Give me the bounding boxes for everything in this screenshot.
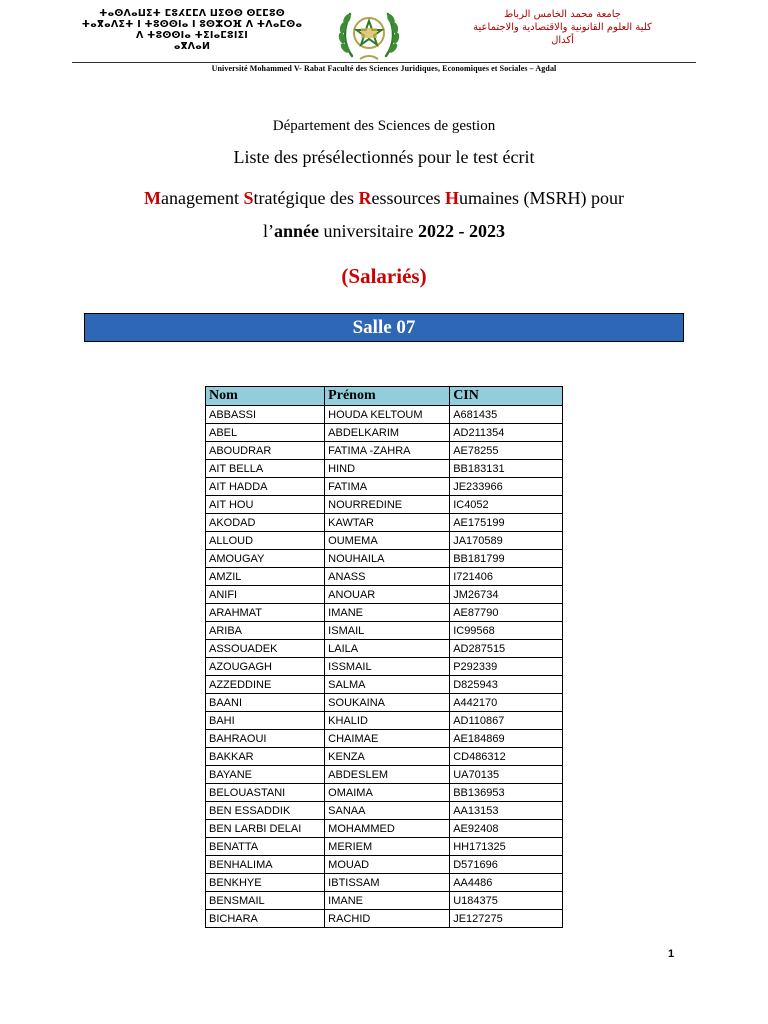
cell-cin: AE78255 <box>450 442 563 460</box>
cell-prenom: RACHID <box>325 910 450 928</box>
cell-nom: ANIFI <box>206 586 325 604</box>
table-row <box>206 406 563 424</box>
cell-cin: JE233966 <box>450 478 563 496</box>
column-header-cin: CIN <box>450 387 563 406</box>
cell-cin: BB181799 <box>450 550 563 568</box>
program-title: Management Stratégique des Ressources Humaines (MSRH) pour <box>144 188 624 208</box>
cell-nom: ARAHMAT <box>206 604 325 622</box>
table-row <box>206 874 563 892</box>
table-row <box>206 640 563 658</box>
cell-nom: ARIBA <box>206 622 325 640</box>
cell-prenom: MOHAMMED <box>325 820 450 838</box>
cell-nom: AMZIL <box>206 568 325 586</box>
page-header <box>0 0 768 78</box>
cell-nom: BAHRAOUI <box>206 730 325 748</box>
table-row <box>206 550 563 568</box>
cell-cin: BB183131 <box>450 460 563 478</box>
department-title: Département des Sciences de gestion <box>272 118 496 134</box>
cell-prenom: NOUHAILA <box>325 550 450 568</box>
cell-prenom: LAILA <box>325 640 450 658</box>
cell-prenom: HIND <box>325 460 450 478</box>
cell-prenom: IBTISSAM <box>325 874 450 892</box>
table-row <box>206 658 563 676</box>
cell-nom: AIT HADDA <box>206 478 325 496</box>
cell-cin: D571696 <box>450 856 563 874</box>
cell-prenom: FATIMA <box>325 478 450 496</box>
cell-nom: BAANI <box>206 694 325 712</box>
table-row <box>206 532 563 550</box>
cell-prenom: KAWTAR <box>325 514 450 532</box>
cell-cin: AE92408 <box>450 820 563 838</box>
table-row <box>206 460 563 478</box>
table-row <box>206 748 563 766</box>
cell-cin: I721406 <box>450 568 563 586</box>
arabic-university-name: جامعة محمد الخامس الرباط كلية العلوم القانونية والاقتصادية والاجتماعية أكدال <box>473 9 652 46</box>
header-divider <box>72 62 696 63</box>
cell-nom: ASSOUADEK <box>206 640 325 658</box>
cell-cin: JE127275 <box>450 910 563 928</box>
cell-nom: AIT BELLA <box>206 460 325 478</box>
cell-cin: JM26734 <box>450 586 563 604</box>
cell-cin: IC4052 <box>450 496 563 514</box>
cell-prenom: KENZA <box>325 748 450 766</box>
table-row <box>206 712 563 730</box>
table-row <box>206 784 563 802</box>
cell-cin: AD287515 <box>450 640 563 658</box>
cell-prenom: SANAA <box>325 802 450 820</box>
cell-nom: BAKKAR <box>206 748 325 766</box>
candidates-table <box>205 386 563 928</box>
cell-prenom: ANASS <box>325 568 450 586</box>
cell-nom: BICHARA <box>206 910 325 928</box>
table-row <box>206 892 563 910</box>
cell-nom: BENKHYE <box>206 874 325 892</box>
cell-nom: BEN ESSADDIK <box>206 802 325 820</box>
cell-prenom: ANOUAR <box>325 586 450 604</box>
cell-prenom: ABDESLEM <box>325 766 450 784</box>
table-row <box>206 838 563 856</box>
cell-cin: A681435 <box>450 406 563 424</box>
cell-prenom: OUMEMA <box>325 532 450 550</box>
cell-nom: BAYANE <box>206 766 325 784</box>
cell-prenom: SOUKAINA <box>325 694 450 712</box>
category-label: (Salariés) <box>341 264 427 288</box>
university-name: Université Mohammed V- Rabat Faculté des Sciences Juridiques, Economiques et Sociales – Agdal <box>211 64 557 73</box>
cell-cin: AD211354 <box>450 424 563 442</box>
cell-cin: D825943 <box>450 676 563 694</box>
table-row <box>206 496 563 514</box>
cell-cin: IC99568 <box>450 622 563 640</box>
cell-nom: AIT HOU <box>206 496 325 514</box>
cell-prenom: IMANE <box>325 604 450 622</box>
cell-nom: BENATTA <box>206 838 325 856</box>
table-row <box>206 568 563 586</box>
table-row <box>206 514 563 532</box>
cell-nom: BENHALIMA <box>206 856 325 874</box>
cell-nom: ABEL <box>206 424 325 442</box>
cell-cin: AA13153 <box>450 802 563 820</box>
cell-prenom: MERIEM <box>325 838 450 856</box>
academic-year: l’année universitaire 2022 - 2023 <box>263 221 505 241</box>
cell-nom: BENSMAIL <box>206 892 325 910</box>
cell-prenom: MOUAD <box>325 856 450 874</box>
cell-prenom: FATIMA -ZAHRA <box>325 442 450 460</box>
table-row <box>206 802 563 820</box>
table-row <box>206 478 563 496</box>
table-row <box>206 442 563 460</box>
cell-nom: AZOUGAGH <box>206 658 325 676</box>
cell-cin: AE175199 <box>450 514 563 532</box>
university-logo <box>334 4 404 66</box>
table-row <box>206 694 563 712</box>
cell-cin: CD486312 <box>450 748 563 766</box>
cell-nom: ABOUDRAR <box>206 442 325 460</box>
cell-prenom: NOURREDINE <box>325 496 450 514</box>
cell-prenom: ISMAIL <box>325 622 450 640</box>
cell-prenom: OMAIMA <box>325 784 450 802</box>
cell-cin: BB136953 <box>450 784 563 802</box>
cell-prenom: SALMA <box>325 676 450 694</box>
table-row <box>206 910 563 928</box>
cell-cin: U184375 <box>450 892 563 910</box>
cell-nom: AZZEDDINE <box>206 676 325 694</box>
table-row <box>206 622 563 640</box>
table-row <box>206 604 563 622</box>
cell-nom: AKODAD <box>206 514 325 532</box>
cell-prenom: IMANE <box>325 892 450 910</box>
table-row <box>206 820 563 838</box>
table-row <box>206 856 563 874</box>
tifinagh-university-name: ⵜⴰⵙⴷⴰⵡⵉⵜ ⵎⵓⵃⵎⵎⴷ ⵡⵉⵙⵙ ⵙⵎⵎⵓⵙ ⵜⴰⴳⴰⴷⵉⵜ ⵏ ⵜⵓⵙⵙⵏⴰ ⵏ ⵓⵙⵣⵔⴼ ⴷ ⵜⴷⴰⵎⵙⴰ ⴷ ⵜⵓⵙⵙⵏⴰ ⵜⵉⵏⴰⵎⵓⵏⵉⵏ ⴰⴳⴷⴰⵍ <box>81 8 303 52</box>
column-header-prenom: Prénom <box>325 387 450 406</box>
room-banner: Salle 07 <box>84 313 684 342</box>
cell-nom: ALLOUD <box>206 532 325 550</box>
cell-nom: AMOUGAY <box>206 550 325 568</box>
column-header-nom: Nom <box>206 387 325 406</box>
table-row <box>206 676 563 694</box>
cell-prenom: ISSMAIL <box>325 658 450 676</box>
cell-cin: P292339 <box>450 658 563 676</box>
list-title: Liste des présélectionnés pour le test écrit <box>233 147 535 167</box>
cell-cin: JA170589 <box>450 532 563 550</box>
table-header-row <box>206 387 563 406</box>
cell-cin: AA4486 <box>450 874 563 892</box>
cell-nom: ABBASSI <box>206 406 325 424</box>
cell-cin: UA70135 <box>450 766 563 784</box>
table-row <box>206 730 563 748</box>
cell-cin: AE184869 <box>450 730 563 748</box>
table-row <box>206 586 563 604</box>
cell-prenom: CHAIMAE <box>325 730 450 748</box>
cell-nom: BEN LARBI DELAI <box>206 820 325 838</box>
cell-cin: A442170 <box>450 694 563 712</box>
table-row <box>206 424 563 442</box>
page-number: 1 <box>668 948 675 960</box>
cell-prenom: HOUDA KELTOUM <box>325 406 450 424</box>
cell-nom: BELOUASTANI <box>206 784 325 802</box>
cell-prenom: KHALID <box>325 712 450 730</box>
cell-nom: BAHI <box>206 712 325 730</box>
cell-cin: HH171325 <box>450 838 563 856</box>
cell-cin: AE87790 <box>450 604 563 622</box>
table-row <box>206 766 563 784</box>
cell-prenom: ABDELKARIM <box>325 424 450 442</box>
cell-cin: AD110867 <box>450 712 563 730</box>
